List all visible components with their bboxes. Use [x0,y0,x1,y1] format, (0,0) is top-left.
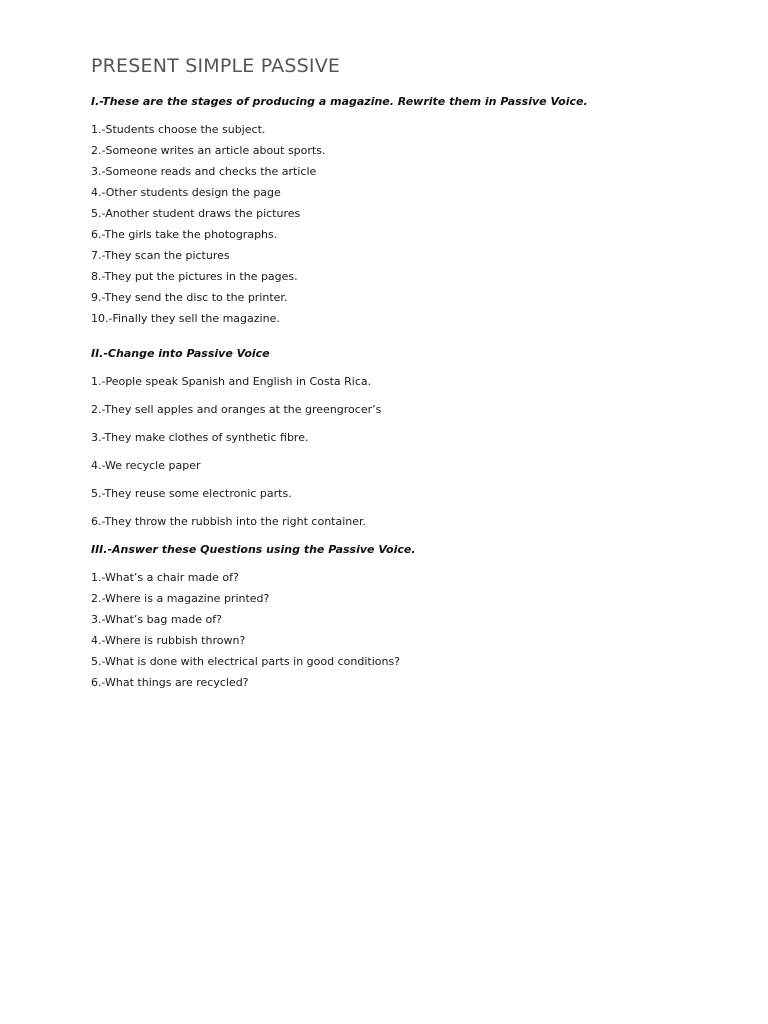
list-item: 5.-They reuse some electronic parts. [91,487,292,500]
list-item: 4.-We recycle paper [91,459,201,472]
list-item: 1.-Students choose the subject. [91,123,266,136]
section-heading-1: I.-These are the stages of producing a magazine. Rewrite them in Passive Voice. [91,95,588,108]
list-item: 4.-Where is rubbish thrown? [91,634,246,647]
section-heading-3: III.-Answer these Questions using the Passive Voice. [91,543,416,556]
list-item: 5.-What is done with electrical parts in good conditions? [91,655,401,668]
list-item: 6.-The girls take the photographs. [91,228,278,241]
section-list-2 [91,375,691,529]
list-item: 6.-They throw the rubbish into the right container. [91,515,367,528]
list-item: 1.-What’s a chair made of? [91,571,239,584]
list-item: 4.-Other students design the page [91,186,281,199]
list-item: 10.-Finally they sell the magazine. [91,312,280,325]
list-item: 2.-Someone writes an article about sports. [91,144,326,157]
list-item: 9.-They send the disc to the printer. [91,291,288,304]
list-item: 3.-They make clothes of synthetic fibre. [91,431,309,444]
list-item: 7.-They scan the pictures [91,249,230,262]
document-body [91,54,691,697]
list-item: 8.-They put the pictures in the pages. [91,270,298,283]
list-item: 1.-People speak Spanish and English in Costa Rica. [91,375,372,388]
list-item: 2.-They sell apples and oranges at the greengrocer’s [91,403,382,416]
list-item: 5.-Another student draws the pictures [91,207,301,220]
list-item: 2.-Where is a magazine printed? [91,592,270,605]
list-item: 3.-Someone reads and checks the article [91,165,317,178]
list-item: 3.-What’s bag made of? [91,613,222,626]
section-heading-2: II.-Change into Passive Voice [91,347,270,360]
page-title: PRESENT SIMPLE PASSIVE [91,55,341,77]
section-list-3 [91,571,691,690]
list-item: 6.-What things are recycled? [91,676,249,689]
section-list-1 [91,123,691,326]
